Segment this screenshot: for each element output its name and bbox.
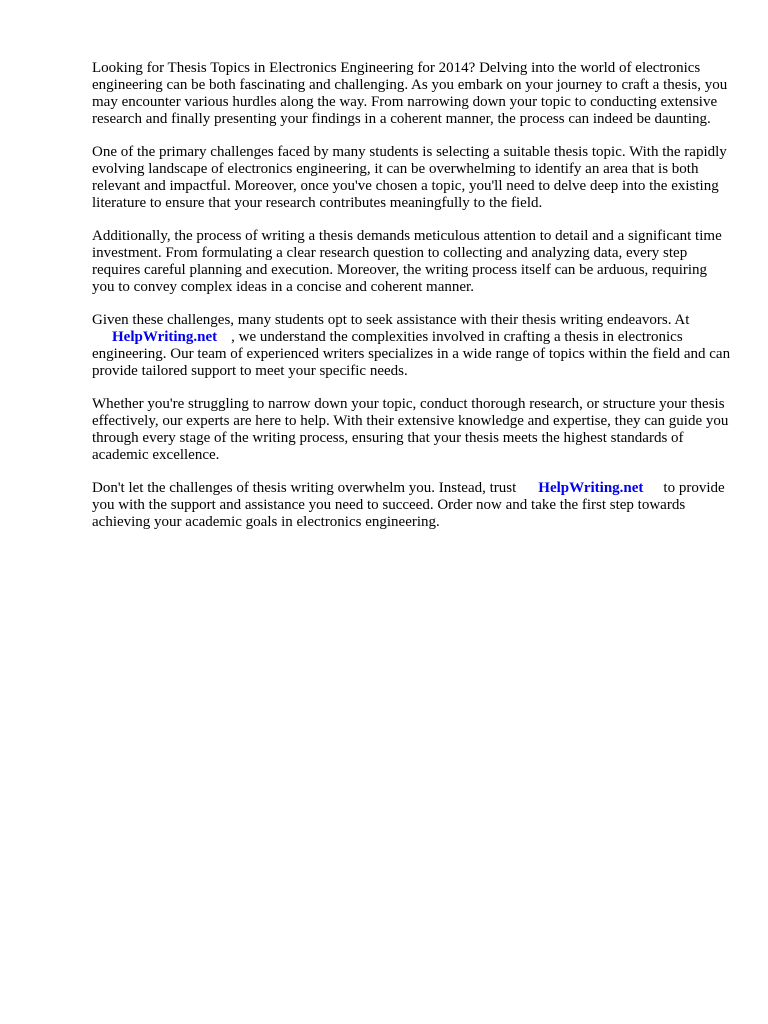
paragraph-topic-challenges: One of the primary challenges faced by many students is selecting a suitable thesis topic. With the rapidly evolving landscape of electronics engineering, it can be overwhelming to identify an area that is both relevant and impactful. Moreover, once you've chosen a topic, you'll need to delve deep into the existing literature to ensure that your research contributes meaningfully to the field. [92,144,727,211]
document-page [92,60,732,547]
paragraph-assistance-text: Given these challenges, many students opt to seek assistance with their thesis writing endeavors. At [92,312,690,328]
paragraph-call-to-action [92,480,732,531]
paragraph-intro: Looking for Thesis Topics in Electronics Engineering for 2014? Delving into the world of electronics engineering can be both fascinating and challenging. As you embark on your journey to craft a thesis, you may encounter various hurdles along the way. From narrowing down your topic to conducting extensive research and finally presenting your findings in a coherent manner, the process can indeed be daunting. [92,60,728,127]
paragraph-cta-text: Don't let the challenges of thesis writing overwhelm you. Instead, trust [92,480,517,496]
paragraph-cta-text-after: to provide you with the support and assistance you need to succeed. Order now and take the first step towards achieving your academic goals in electronics engineering. [92,480,725,530]
paragraph-writing-process: Additionally, the process of writing a thesis demands meticulous attention to detail and a significant time investment. From formulating a clear research question to collecting and analyzing data, every step requires careful planning and execution. Moreover, the writing process itself can be arduous, requiring you to convey complex ideas in a concise and coherent manner. [92,228,722,295]
helpwriting-link-cta[interactable]: HelpWriting.net [538,480,644,496]
paragraph-experts: Whether you're struggling to narrow down your topic, conduct thorough research, or structure your thesis effectively, our experts are here to help. With their extensive knowledge and expertise, they can guide you through every stage of the writing process, ensuring that your thesis meets the highest standards of academic excellence. [92,396,729,463]
helpwriting-link[interactable]: HelpWriting.net [112,329,218,345]
paragraph-assistance [92,312,732,380]
paragraph-assistance-text-after: , we understand the complexities involved in crafting a thesis in electronics engineering. Our team of experienced writers specializes in a wide range of topics within the field and can provide tailored support to meet your specific needs. [92,329,731,379]
